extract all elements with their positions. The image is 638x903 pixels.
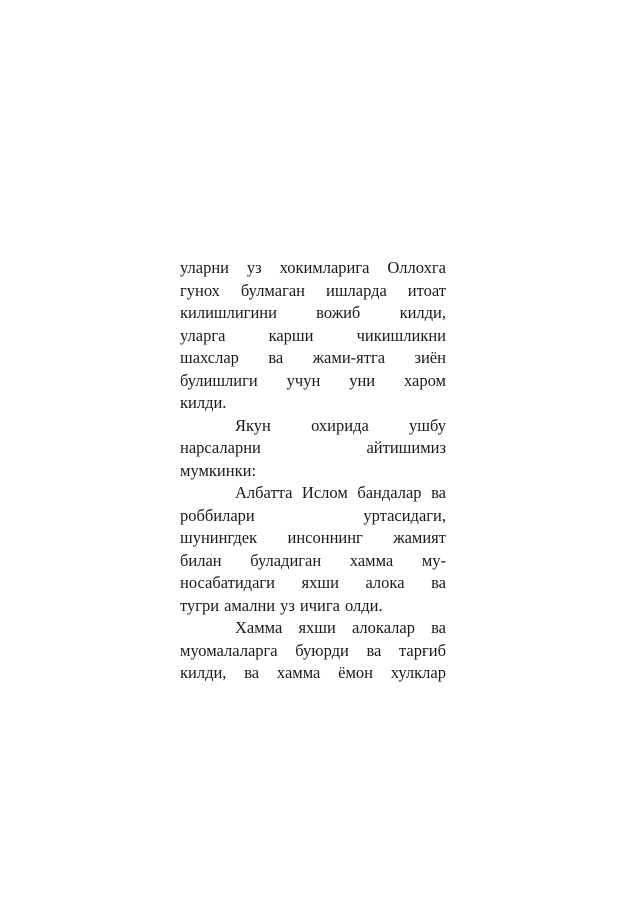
word: итоат <box>407 280 446 300</box>
word: булишлиги <box>180 370 258 390</box>
word: ишларда <box>325 280 387 300</box>
word: Албатта <box>235 483 293 502</box>
word: мумкинки: <box>180 460 257 480</box>
word: учун <box>286 370 321 390</box>
text-line <box>180 415 446 438</box>
word: хулклар <box>390 663 446 682</box>
text-line <box>180 662 446 685</box>
word: буюрди <box>295 640 349 660</box>
word: уларга <box>180 325 226 345</box>
text-line <box>180 460 446 483</box>
text-line <box>180 347 446 370</box>
word: алока <box>365 573 405 592</box>
word: тугри <box>180 595 220 615</box>
word: нарсаларни <box>180 438 261 457</box>
word: му- <box>421 550 446 570</box>
word: ва <box>366 640 382 660</box>
text-line <box>180 482 446 505</box>
word: харом <box>404 370 446 390</box>
word: яхши <box>298 618 336 637</box>
word: олди. <box>344 595 383 615</box>
word: охирида <box>311 415 369 435</box>
word: амални <box>224 595 276 615</box>
text-line <box>180 505 446 528</box>
text-line <box>180 325 446 348</box>
word: уз <box>280 595 295 615</box>
word: хокимларига <box>279 258 370 277</box>
word: ва <box>244 663 260 682</box>
word: ва <box>431 573 446 592</box>
text-line <box>180 257 446 280</box>
word: хамма <box>349 550 394 570</box>
word: хамма <box>276 663 321 682</box>
word: яхши <box>301 573 339 592</box>
word: карши <box>268 325 314 345</box>
word: ва <box>268 348 284 367</box>
text-line <box>180 280 446 303</box>
text-line <box>180 392 446 415</box>
word: булмаган <box>240 280 306 300</box>
word: Оллохга <box>387 258 446 277</box>
word: тарғиб <box>399 640 446 660</box>
word: ёмон <box>338 663 373 682</box>
word: алокалар <box>351 618 415 637</box>
text-line <box>180 302 446 325</box>
word: ушбу <box>409 415 446 435</box>
word: ва <box>431 483 446 502</box>
word: килди. <box>180 393 227 412</box>
text-line <box>180 437 446 460</box>
word: инсоннинг <box>287 528 363 547</box>
text-line <box>180 550 446 573</box>
word: уз <box>246 258 262 277</box>
word: билан <box>180 550 222 570</box>
word: айтишимиз <box>366 438 446 457</box>
text-line <box>180 572 446 595</box>
word: Хамма <box>235 618 283 637</box>
body-text <box>180 257 446 685</box>
text-line <box>180 640 446 663</box>
word: чикишликни <box>356 325 446 345</box>
word: зиён <box>414 348 446 367</box>
word: бандалар <box>357 483 422 502</box>
word: ва <box>431 618 446 637</box>
word: уни <box>349 370 376 390</box>
word: шунингдек <box>180 528 258 547</box>
word: килишлигини <box>180 303 277 322</box>
word: вожиб <box>316 303 361 322</box>
text-line <box>180 370 446 393</box>
text-line <box>180 617 446 640</box>
word: носабатидаги <box>180 573 275 592</box>
text-line <box>180 527 446 550</box>
word: жамият <box>393 528 446 547</box>
word: килди, <box>399 303 446 322</box>
word: килди, <box>180 663 227 682</box>
word: уларни <box>180 258 229 277</box>
word: муомалаларга <box>180 640 278 660</box>
word: Якун <box>235 415 271 435</box>
text-line <box>180 595 446 618</box>
word: Ислом <box>301 483 348 502</box>
word: уртасидаги, <box>363 505 446 525</box>
word: гунох <box>180 280 220 300</box>
word: роббилари <box>180 505 255 525</box>
word: шахслар <box>180 348 239 367</box>
word: ичига <box>299 595 340 615</box>
word: буладиган <box>250 550 322 570</box>
word: жами-ятга <box>312 348 386 367</box>
